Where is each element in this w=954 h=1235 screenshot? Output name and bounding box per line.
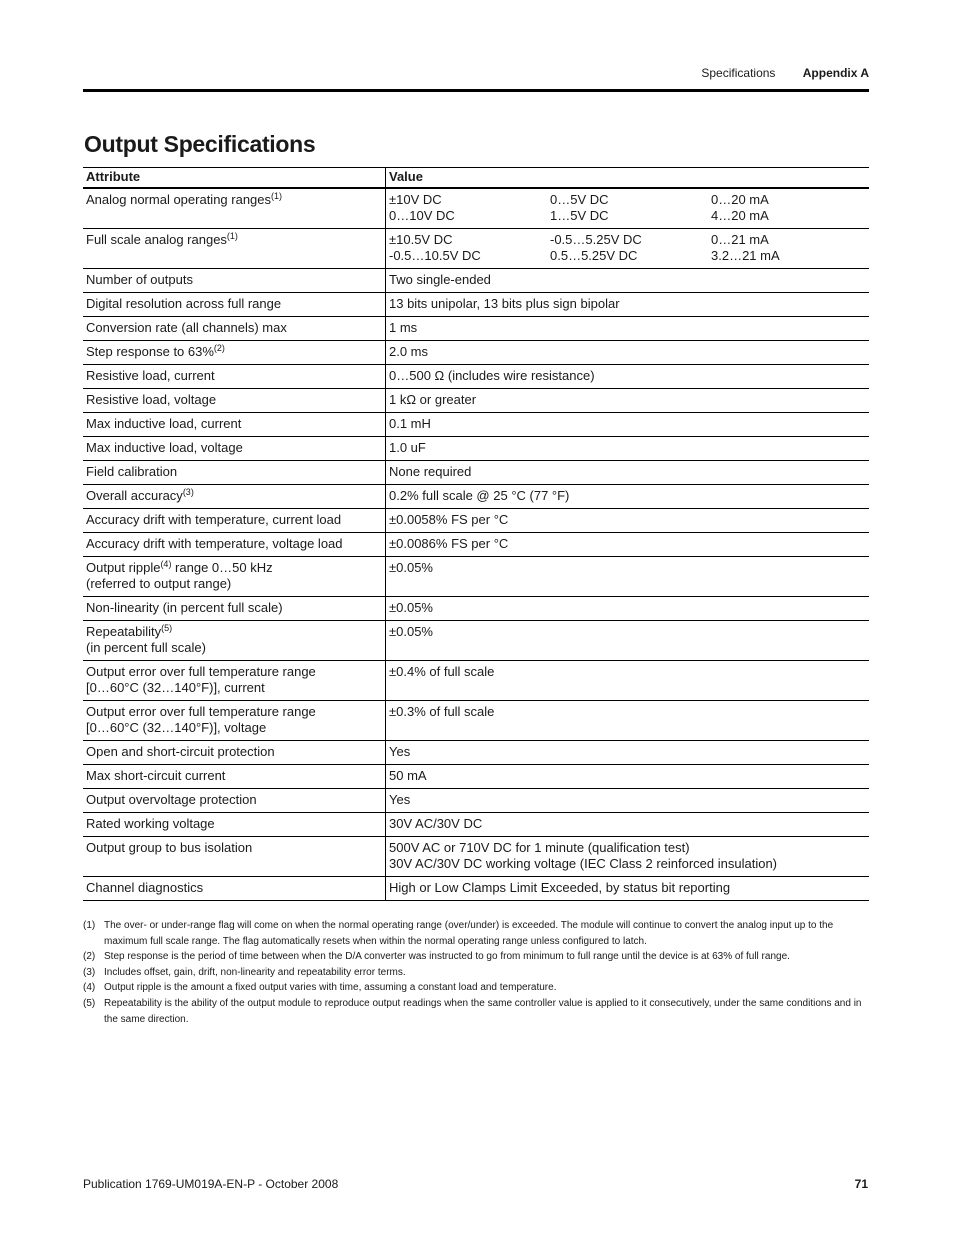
table-row [83, 661, 869, 701]
attribute-label: Digital resolution across full range [86, 296, 282, 311]
value-cell [386, 341, 870, 365]
page-number: 71 [854, 1177, 868, 1191]
table-row [83, 837, 869, 877]
attribute-cell [83, 741, 386, 765]
footnote-text: Includes offset, gain, drift, non-linearity and repeatability error terms. [104, 966, 406, 978]
header-appendix: Appendix A [802, 66, 869, 80]
value-cell [386, 188, 870, 229]
attribute-label: Output error over full temperature range [86, 704, 316, 719]
table-row [83, 509, 869, 533]
footnote-ref: (2) [213, 343, 225, 353]
table-row [83, 188, 869, 229]
value-cell [386, 365, 870, 389]
range-value: 3.2…21 mA [711, 248, 780, 263]
range-value: ±10.5V DC [389, 232, 453, 247]
attribute-label: Channel diagnostics [86, 880, 204, 895]
attribute-cell [83, 597, 386, 621]
value-cell [386, 765, 870, 789]
value-text: ±0.4% of full scale [389, 664, 495, 679]
value-cell [386, 813, 870, 837]
value-text: 2.0 ms [389, 344, 429, 359]
footnote [83, 965, 873, 981]
range-value: -0.5…5.25V DC [550, 232, 642, 247]
attribute-label: Accuracy drift with temperature, current load [86, 512, 342, 527]
value-text: 0.1 mH [389, 416, 431, 431]
attribute-label-line2: (referred to output range) [86, 576, 232, 591]
range-value: 4…20 mA [711, 208, 769, 223]
footnote-ref: (5) [161, 623, 173, 633]
attribute-cell [83, 621, 386, 661]
attribute-cell [83, 837, 386, 877]
attribute-cell [83, 661, 386, 701]
attribute-cell [83, 269, 386, 293]
range-grid [389, 192, 866, 224]
footnote-number: (2) [83, 951, 96, 963]
table-row [83, 621, 869, 661]
table-row [83, 293, 869, 317]
table-row [83, 461, 869, 485]
footnote-number: (1) [83, 920, 96, 931]
table-row [83, 597, 869, 621]
footnote-text: The over- or under-range flag will come on when the normal operating range (over/under) is exceeded. The module will continue to convert the analog input up to the maximum full scale range. The flag automatically resets when within the normal operating range unless configured to latch. [104, 920, 834, 947]
running-header [701, 66, 869, 80]
value-cell [386, 437, 870, 461]
value-cell [386, 485, 870, 509]
value-text: 500V AC or 710V DC for 1 minute (qualification test) [389, 840, 690, 855]
range-value: 0…10V DC [389, 208, 455, 223]
table-row [83, 413, 869, 437]
range-value: 0.5…5.25V DC [550, 248, 638, 263]
value-cell [386, 837, 870, 877]
footnote [83, 996, 873, 1027]
table-row [83, 389, 869, 413]
header-rule [83, 89, 869, 92]
footnote-number: (5) [83, 997, 96, 1009]
attribute-label: Rated working voltage [86, 816, 215, 831]
value-text: ±0.05% [389, 560, 433, 575]
range-value: -0.5…10.5V DC [389, 248, 481, 263]
col-attribute-header: Attribute [83, 168, 386, 189]
range-value: 1…5V DC [550, 208, 609, 223]
attribute-cell [83, 188, 386, 229]
publication-footer: Publication 1769-UM019A-EN-P - October 2008 [83, 1177, 339, 1191]
table-row [83, 437, 869, 461]
table-row [83, 317, 869, 341]
value-cell [386, 533, 870, 557]
value-text: ±0.05% [389, 600, 433, 615]
value-text: 1.0 uF [389, 440, 426, 455]
attribute-label: Output ripple [86, 560, 161, 575]
table-row [83, 813, 869, 837]
attribute-label: Output overvoltage protection [86, 792, 257, 807]
attribute-label: Output group to bus isolation [86, 840, 253, 855]
table-row [83, 533, 869, 557]
value-cell [386, 389, 870, 413]
attribute-label: Max short-circuit current [86, 768, 226, 783]
value-text: 30V AC/30V DC [389, 816, 483, 831]
value-cell [386, 701, 870, 741]
attribute-label: Number of outputs [86, 272, 193, 287]
attribute-cell [83, 485, 386, 509]
value-text: Yes [389, 744, 411, 759]
range-grid [389, 232, 866, 264]
attribute-cell [83, 701, 386, 741]
attribute-label: Step response to 63% [86, 344, 214, 359]
value-cell [386, 877, 870, 901]
attribute-cell [83, 341, 386, 365]
value-cell [386, 413, 870, 437]
value-text: 50 mA [389, 768, 427, 783]
attribute-label: Analog normal operating ranges [86, 192, 272, 207]
value-text: ±0.05% [389, 624, 433, 639]
range-value: 0…5V DC [550, 192, 609, 207]
attribute-label-line2: [0…60°C (32…140°F)], voltage [86, 720, 267, 735]
footnote-ref: (4) [160, 559, 172, 569]
value-text: 13 bits unipolar, 13 bits plus sign bipolar [389, 296, 620, 311]
value-cell [386, 557, 870, 597]
attribute-label: Resistive load, current [86, 368, 215, 383]
range-value: 0…20 mA [711, 192, 769, 207]
table-row [83, 485, 869, 509]
attribute-label: Accuracy drift with temperature, voltage load [86, 536, 343, 551]
attribute-label: Open and short-circuit protection [86, 744, 275, 759]
table-row [83, 741, 869, 765]
footnote [83, 918, 873, 949]
table-row [83, 765, 869, 789]
value-text: 0.2% full scale @ 25 °C (77 °F) [389, 488, 570, 503]
attribute-label-line2: (in percent full scale) [86, 640, 206, 655]
attribute-label: Overall accuracy [86, 488, 183, 503]
value-text: ±0.0086% FS per °C [389, 536, 509, 551]
attribute-label: Full scale analog ranges [86, 232, 227, 247]
value-cell [386, 741, 870, 765]
attribute-label: Conversion rate (all channels) max [86, 320, 287, 335]
table-row [83, 229, 869, 269]
table-row [83, 341, 869, 365]
attribute-cell [83, 877, 386, 901]
table-header-row [83, 168, 869, 189]
value-text: Two single-ended [389, 272, 491, 287]
value-cell [386, 789, 870, 813]
value-cell [386, 229, 870, 269]
footnote [83, 949, 873, 965]
attribute-label: Max inductive load, voltage [86, 440, 243, 455]
page-title: Output Specifications [84, 131, 316, 157]
table-row [83, 701, 869, 741]
attribute-cell [83, 389, 386, 413]
table-row [83, 269, 869, 293]
col-value-header: Value [386, 168, 870, 189]
value-text: Yes [389, 792, 411, 807]
value-cell [386, 621, 870, 661]
attribute-label: Max inductive load, current [86, 416, 242, 431]
attribute-cell [83, 317, 386, 341]
value-text: 0…500 Ω (includes wire resistance) [389, 368, 595, 383]
footnote-ref: (1) [226, 231, 238, 241]
attribute-cell [83, 533, 386, 557]
attribute-label: Output error over full temperature range [86, 664, 316, 679]
value-cell [386, 461, 870, 485]
attribute-cell [83, 813, 386, 837]
attribute-label-line2: [0…60°C (32…140°F)], current [86, 680, 265, 695]
value-cell [386, 597, 870, 621]
attribute-cell [83, 557, 386, 597]
range-value: ±10V DC [389, 192, 442, 207]
attribute-label: Field calibration [86, 464, 178, 479]
value-text-line2: 30V AC/30V DC working voltage (IEC Class 2 reinforced insulation) [389, 856, 778, 871]
footnote-ref: (1) [271, 191, 283, 201]
attribute-label: Repeatability [86, 624, 162, 639]
value-cell [386, 293, 870, 317]
footnote-number: (4) [83, 982, 96, 994]
attribute-cell [83, 365, 386, 389]
value-cell [386, 509, 870, 533]
footnote-number: (3) [83, 966, 96, 978]
value-text: High or Low Clamps Limit Exceeded, by status bit reporting [389, 880, 731, 895]
table-row [83, 877, 869, 901]
header-section: Specifications [701, 66, 776, 80]
footnote-text: Output ripple is the amount a fixed output varies with time, assuming a constant load and temperature. [104, 982, 557, 994]
attribute-label-tail: range 0…50 kHz [171, 560, 273, 575]
value-cell [386, 661, 870, 701]
footnote-ref: (3) [182, 487, 194, 497]
attribute-cell [83, 229, 386, 269]
footnotes [83, 918, 873, 1027]
table-row [83, 365, 869, 389]
value-cell [386, 317, 870, 341]
attribute-cell [83, 509, 386, 533]
footnote-text: Repeatability is the ability of the output module to reproduce output readings when the same controller value is applied to it consecutively, under the same conditions and in the same direction. [104, 997, 862, 1025]
footnote [83, 980, 873, 996]
value-text: 1 ms [389, 320, 418, 335]
attribute-cell [83, 765, 386, 789]
value-text: ±0.0058% FS per °C [389, 512, 509, 527]
attribute-cell [83, 437, 386, 461]
spec-table [83, 167, 869, 901]
value-text: ±0.3% of full scale [389, 704, 495, 719]
table-row [83, 789, 869, 813]
attribute-cell [83, 461, 386, 485]
value-text: 1 kΩ or greater [389, 392, 477, 407]
footnote-text: Step response is the period of time between when the D/A converter was instructed to go from minimum to full range until the device is at 63% of full range. [104, 951, 790, 963]
attribute-cell [83, 789, 386, 813]
attribute-cell [83, 293, 386, 317]
value-text: None required [389, 464, 472, 479]
value-cell [386, 269, 870, 293]
range-value: 0…21 mA [711, 232, 769, 247]
attribute-cell [83, 413, 386, 437]
spec-table-body [83, 188, 869, 901]
attribute-label: Resistive load, voltage [86, 392, 217, 407]
table-row [83, 557, 869, 597]
attribute-label: Non-linearity (in percent full scale) [86, 600, 283, 615]
